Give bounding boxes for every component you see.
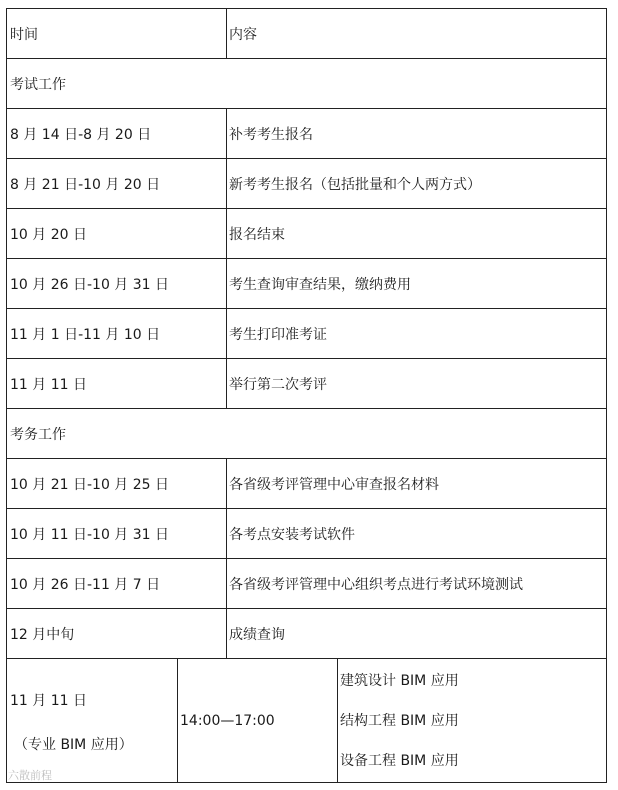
table-row	[7, 559, 607, 609]
table-row	[7, 259, 607, 309]
exam-subject: 设备工程 BIM 应用	[340, 752, 459, 769]
row-time: 10 月 11 日-10 月 31 日	[7, 509, 227, 558]
table-header-row	[7, 9, 607, 59]
row-content: 各省级考评管理中心审查报名材料	[227, 459, 607, 508]
row-content: 各考点安装考试软件	[227, 509, 607, 558]
exam-subject: 建筑设计 BIM 应用	[340, 672, 459, 689]
header-content: 内容	[227, 9, 607, 58]
row-content: 举行第二次考评	[227, 359, 607, 408]
table-row	[7, 509, 607, 559]
header-time: 时间	[7, 9, 227, 58]
section-row-admin-work	[7, 409, 607, 459]
row-time: 10 月 26 日-10 月 31 日	[7, 259, 227, 308]
row-content: 新考考生报名（包括批量和个人两方式）	[227, 159, 607, 208]
exam-subjects	[338, 659, 607, 782]
watermark-logo: 六散前程	[8, 769, 52, 782]
row-time: 8 月 21 日-10 月 20 日	[7, 159, 227, 208]
exam-note: （专业 BIM 应用）	[14, 736, 133, 753]
section-title: 考务工作	[7, 409, 607, 458]
exam-time: 14:00—17:00	[178, 659, 338, 782]
exam-subject: 结构工程 BIM 应用	[340, 712, 459, 729]
row-time: 10 月 26 日-11 月 7 日	[7, 559, 227, 608]
row-time: 12 月中旬	[7, 609, 227, 658]
row-content: 补考考生报名	[227, 109, 607, 158]
table-row	[7, 159, 607, 209]
row-content: 各省级考评管理中心组织考点进行考试环境测试	[227, 559, 607, 608]
table-row	[7, 459, 607, 509]
row-content: 报名结束	[227, 209, 607, 258]
row-time: 10 月 21 日-10 月 25 日	[7, 459, 227, 508]
section-title: 考试工作	[7, 59, 607, 108]
row-time: 11 月 1 日-11 月 10 日	[7, 309, 227, 358]
table-row	[7, 209, 607, 259]
table-row	[7, 359, 607, 409]
table-row	[7, 109, 607, 159]
row-time: 10 月 20 日	[7, 209, 227, 258]
table-row	[7, 609, 607, 659]
row-content: 成绩查询	[227, 609, 607, 658]
section-row-exam-work	[7, 59, 607, 109]
exam-session-row	[7, 659, 607, 783]
exam-date-cell	[7, 659, 178, 782]
row-content: 考生查询审查结果，缴纳费用	[227, 259, 607, 308]
schedule-table	[6, 8, 607, 783]
exam-date: 11 月 11 日	[10, 692, 87, 709]
row-time: 8 月 14 日-8 月 20 日	[7, 109, 227, 158]
row-time: 11 月 11 日	[7, 359, 227, 408]
table-row	[7, 309, 607, 359]
row-content: 考生打印准考证	[227, 309, 607, 358]
